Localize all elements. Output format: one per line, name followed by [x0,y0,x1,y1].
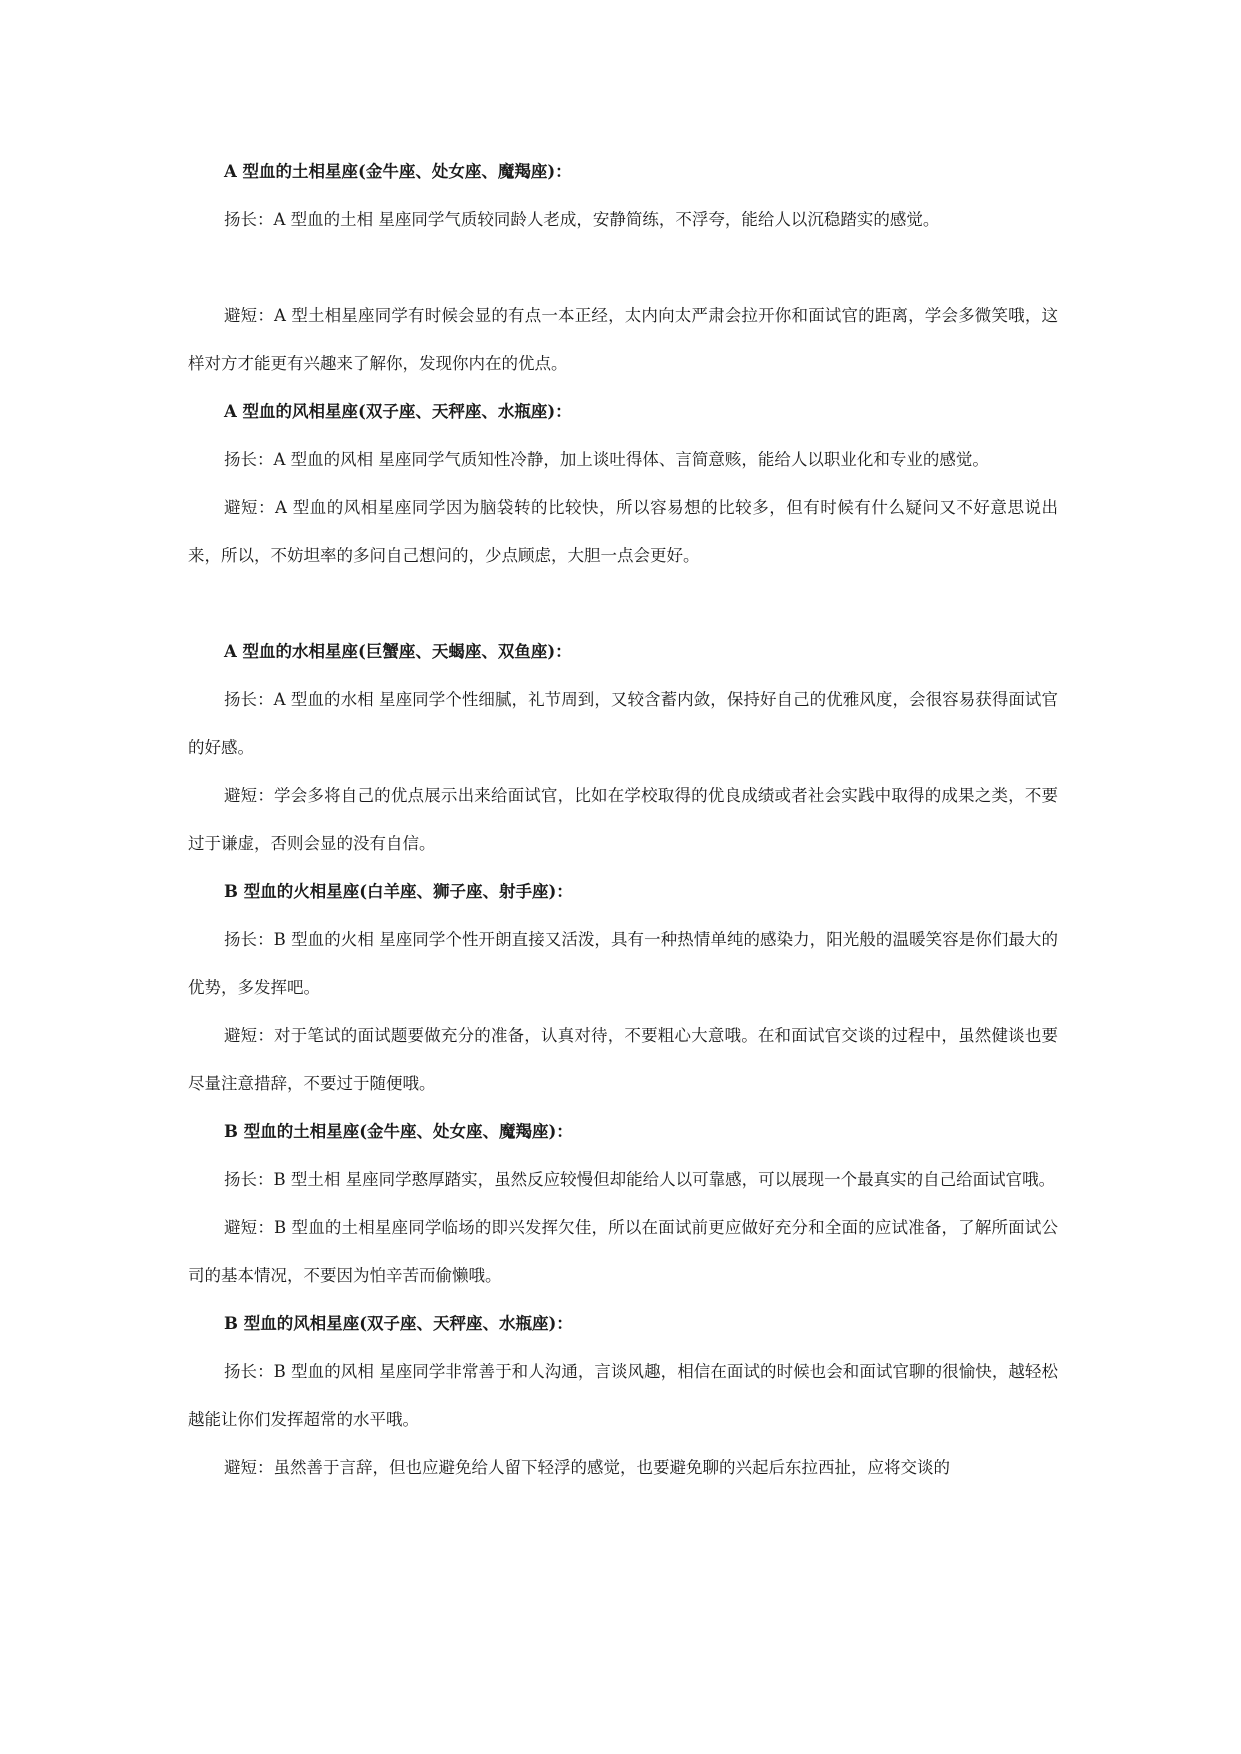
weakness-paragraph: 避短：学会多将自己的优点展示出来给面试官，比如在学校取得的优良成绩或者社会实践中取得的成果之类，不要过于谦虚，否则会显的没有自信。 [188,786,1058,853]
weakness-paragraph: 避短：A 型土相星座同学有时候会显的有点一本正经，太内向太严肃会拉开你和面试官的距离，学会多微笑哦，这样对方才能更有兴趣来了解你，发现你内在的优点。 [188,306,1058,373]
weakness-paragraph: 避短：虽然善于言辞，但也应避免给人留下轻浮的感觉，也要避免聊的兴起后东拉西扯，应将交谈的 [224,1458,950,1477]
strength-paragraph: 扬长：A 型血的土相 星座同学气质较同龄人老成，安静简练，不浮夸，能给人以沉稳踏实的感觉。 [224,210,940,229]
section-heading: B 型血的风相星座(双子座、天秤座、水瓶座)： [224,1314,573,1333]
section-heading: B 型血的火相星座(白羊座、狮子座、射手座)： [224,882,573,901]
strength-paragraph: 扬长：B 型土相 星座同学憨厚踏实，虽然反应较慢但却能给人以可靠感，可以展现一个最真实的自己给面试官哦。 [224,1170,1056,1189]
strength-paragraph: 扬长：A 型血的水相 星座同学个性细腻，礼节周到，又较含蓄内敛，保持好自己的优雅风度，会很容易获得面试官的好感。 [188,690,1058,757]
weakness-paragraph: 避短：A 型血的风相星座同学因为脑袋转的比较快，所以容易想的比较多，但有时候有什么疑问又不好意思说出来，所以，不妨坦率的多问自己想问的，少点顾虑，大胆一点会更好。 [188,498,1058,565]
strength-paragraph: 扬长：B 型血的火相 星座同学个性开朗直接又活泼，具有一种热情单纯的感染力，阳光般的温暖笑容是你们最大的优势，多发挥吧。 [188,930,1058,997]
strength-paragraph: 扬长：A 型血的风相 星座同学气质知性冷静，加上谈吐得体、言简意赅，能给人以职业化和专业的感觉。 [224,450,989,469]
section-heading: A 型血的土相星座(金牛座、处女座、魔羯座)： [224,162,572,181]
weakness-paragraph: 避短：对于笔试的面试题要做充分的准备，认真对待，不要粗心大意哦。在和面试官交谈的过程中，虽然健谈也要尽量注意措辞，不要过于随便哦。 [188,1026,1058,1093]
section-heading: B 型血的土相星座(金牛座、处女座、魔羯座)： [224,1122,573,1141]
document-body [188,160,1058,1492]
section-heading: A 型血的水相星座(巨蟹座、天蝎座、双鱼座)： [224,642,572,661]
section-heading: A 型血的风相星座(双子座、天秤座、水瓶座)： [224,402,572,421]
weakness-paragraph: 避短：B 型血的土相星座同学临场的即兴发挥欠佳，所以在面试前更应做好充分和全面的应试准备，了解所面试公司的基本情况，不要因为怕辛苦而偷懒哦。 [188,1218,1058,1285]
strength-paragraph: 扬长：B 型血的风相 星座同学非常善于和人沟通，言谈风趣，相信在面试的时候也会和面试官聊的很愉快，越轻松越能让你们发挥超常的水平哦。 [188,1362,1058,1429]
